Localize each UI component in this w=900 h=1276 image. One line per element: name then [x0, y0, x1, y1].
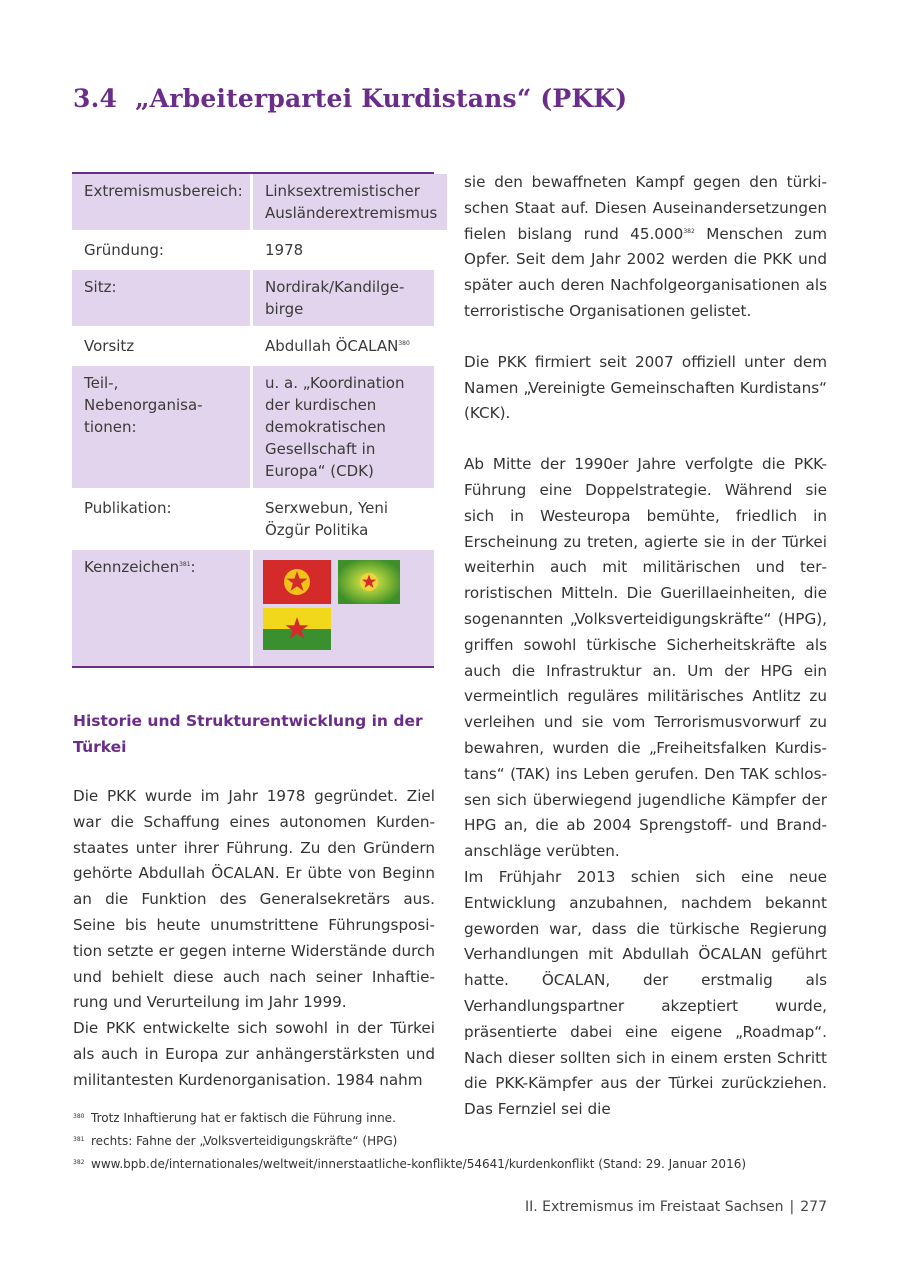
row-value: Nordirak/Kandilge-birge — [253, 270, 434, 326]
right-column — [464, 170, 827, 1123]
row-value: 1978 — [265, 241, 304, 259]
row-label: Gründung: — [72, 233, 253, 267]
footnote-number: 381 — [73, 1136, 85, 1143]
footnote-ref: 382 — [683, 227, 695, 235]
flags-cell — [253, 550, 434, 666]
row-value: u. a. „Koordination der kurdischen demokratischen Gesellschaft in Europa“ (CDK) — [253, 366, 434, 488]
row-label: Extremismusbereich: — [72, 174, 253, 230]
chairman-name: Abdullah ÖCALAN — [265, 337, 399, 355]
row-value: Serxwebun, Yeni Özgür Politika — [265, 499, 389, 539]
table-row — [72, 174, 438, 233]
row-value — [253, 329, 434, 363]
body-paragraph — [464, 170, 827, 325]
footnote-number: 382 — [73, 1159, 85, 1166]
table-row — [72, 329, 434, 366]
table-row — [72, 233, 434, 270]
footnote-ref: 380 — [398, 340, 410, 347]
footnotes — [73, 1106, 833, 1175]
row-label: Vorsitz — [72, 329, 253, 363]
section-title: „Arbeiterpartei Kurdistans“ (PKK) — [135, 84, 628, 113]
table-row — [72, 550, 434, 666]
paragraph-text: Menschen zum Opfer. Seit dem Jahr 2002 werden die PKK und später auch deren Nachfolgeorganisationen als terroristische Organisationen gelistet. — [464, 224, 827, 320]
emblem-label: Kennzeichen — [84, 558, 180, 576]
footnote-ref: 381 — [179, 561, 191, 568]
footer-separator: | — [789, 1199, 795, 1215]
section-number: 3.4 — [73, 84, 118, 113]
footnote — [73, 1129, 833, 1152]
table-row — [72, 270, 434, 329]
row-value: Linksextremistischer Ausländerextremismus — [253, 174, 447, 230]
body-paragraph: Die PKK firmiert seit 2007 offiziell unter dem Namen „Vereinigte Gemeinschaften Kurdistans“ (KCK). — [464, 352, 827, 423]
row-label — [72, 550, 253, 666]
footnote — [73, 1152, 833, 1175]
body-paragraph: Die PKK wurde im Jahr 1978 gegründet. Ziel war die Schaffung eines autonomen Kurdenstaates unter ihrer Führung. Zu den Gründern gehörte Abdullah ÖCALAN. Er übte von Beginn an die Funktion des Generalsekretärs aus. Seine bis heute unumstrittene Führungsposition setzte er gegen interne Widerstände durch und behielt diese auch nach seiner Inhaftierung und Verurteilung im Jahr 1999. — [73, 787, 435, 1012]
label-colon: : — [190, 558, 196, 576]
footnote — [73, 1106, 833, 1129]
row-label: Teil-, Nebenorganisa-tionen: — [72, 366, 253, 488]
body-paragraph: Die PKK entwickelte sich sowohl in der Türkei als auch in Europa zur anhängerstärksten und militantesten Kurdenorganisation. 1984 nahm — [73, 1019, 435, 1089]
row-label: Sitz: — [72, 270, 253, 326]
table-row — [72, 366, 434, 491]
page-number: 277 — [800, 1199, 827, 1215]
footnote-text: www.bpb.de/internationales/weltweit/innerstaatliche-konflikte/54641/kurdenkonflikt (Stand: 29. Januar 2016) — [91, 1157, 747, 1171]
page-title — [73, 84, 627, 113]
pkk-flag-icon — [263, 560, 331, 604]
table-row — [72, 491, 434, 550]
kck-flag-icon — [263, 608, 331, 650]
footnote-text: Trotz Inhaftierung hat er faktisch die Führung inne. — [91, 1111, 396, 1125]
left-column — [73, 708, 435, 1094]
row-label: Publikation: — [72, 491, 253, 547]
info-table — [72, 172, 438, 668]
footer-section: II. Extremismus im Freistaat Sachsen — [524, 1199, 784, 1215]
paragraph-text: sie den bewaffneten Kampf gegen den türkischen Staat auf. Diesen Auseinandersetzungen fielen bislang rund 45.000 — [464, 173, 827, 243]
page-footer — [525, 1199, 827, 1215]
footnote-text: rechts: Fahne der „Volksverteidigungskräfte“ (HPG) — [91, 1134, 398, 1148]
section-subheading: Historie und Strukturentwicklung in der Türkei — [73, 712, 423, 756]
footnote-number: 380 — [73, 1113, 85, 1120]
hpg-flag-icon — [338, 560, 400, 604]
body-paragraph: Ab Mitte der 1990er Jahre verfolgte die PKK-Führung eine Doppelstrategie. Während sie sich in Westeuropa bemühte, friedlich in Erscheinung zu treten, agierte sie in der Türkei weiterhin auch mit militärischen und terroristischen Mitteln. Die Guerillaeinheiten, die sogenannten „Volksverteidigungskräfte“ (HPG), griffen sowohl türkische Sicherheitskräfte als auch die Infrastruktur an. Um der HPG ein vermeintlich reguläres militärisches Antlitz zu verleihen und sie vom Terrorismusvorwurf zu bewahren, wurden die „Freiheitsfalken Kurdistans“ (TAK) ins Leben gerufen. Den TAK schlossen sich überwiegend jugendliche Kämpfer der HPG an, die ab 2004 Sprengstoff- und Brandanschläge verübten. — [464, 455, 827, 861]
body-paragraph: Im Frühjahr 2013 schien sich eine neue Entwicklung anzubahnen, nachdem bekannt geworden war, dass die türkische Regierung Verhandlungen mit Abdullah ÖCALAN geführt hatte. ÖCALAN, der erstmalig als Verhandlungspartner akzeptiert wurde, präsentierte dabei eine eigene „Roadmap“. Nach dieser sollten sich in einem ersten Schritt die PKK-Kämpfer aus der Türkei zurückziehen. Das Fernziel sei die — [464, 867, 827, 1119]
